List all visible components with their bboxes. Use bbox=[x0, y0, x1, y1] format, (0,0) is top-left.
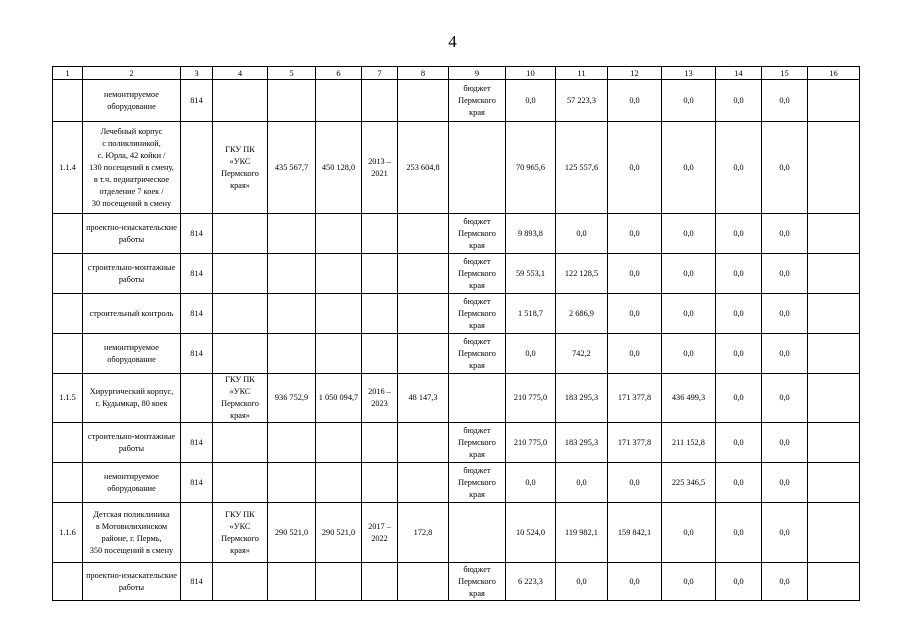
table-cell-col-10: 0,0 bbox=[506, 80, 556, 122]
table-cell-col-4 bbox=[213, 80, 268, 122]
table-cell-col-4: ГКУ ПК «УКС Пермского края» bbox=[213, 503, 268, 563]
table-cell-col-3: 814 bbox=[181, 334, 213, 374]
table-cell-col-7 bbox=[362, 80, 398, 122]
table-row bbox=[53, 463, 860, 503]
table-cell-col-2: Лечебный корпус с поликлиникой, с. Юрла, 42 койки / 130 посещений в смену, в т.ч. педиатрическое отделение 7 коек / 30 посещений в смену bbox=[83, 122, 181, 214]
table-cell-col-8 bbox=[398, 563, 449, 601]
table-row bbox=[53, 122, 860, 214]
table-cell-col-9: бюджет Пермского края bbox=[449, 214, 506, 254]
table-cell-col-16 bbox=[808, 374, 860, 423]
table-cell-col-9: бюджет Пермского края bbox=[449, 254, 506, 294]
table-row bbox=[53, 214, 860, 254]
table-cell-col-2: немонтируемое оборудование bbox=[83, 463, 181, 503]
table-cell-col-16 bbox=[808, 214, 860, 254]
table-cell-col-8 bbox=[398, 294, 449, 334]
budget-table bbox=[52, 66, 860, 601]
table-cell-col-8 bbox=[398, 254, 449, 294]
table-cell-col-1 bbox=[53, 563, 83, 601]
header-row bbox=[53, 67, 860, 80]
table-cell-col-3 bbox=[181, 503, 213, 563]
table-cell-col-7: 2013 – 2021 bbox=[362, 122, 398, 214]
table-cell-col-14: 0,0 bbox=[716, 122, 762, 214]
table-cell-col-3: 814 bbox=[181, 463, 213, 503]
table-cell-col-10: 6 223,3 bbox=[506, 563, 556, 601]
column-number-5: 5 bbox=[268, 67, 316, 80]
table-cell-col-7 bbox=[362, 563, 398, 601]
table-cell-col-6: 450 128,0 bbox=[316, 122, 362, 214]
table-cell-col-2: проектно-изыскательские работы bbox=[83, 563, 181, 601]
table-cell-col-8: 253 604,8 bbox=[398, 122, 449, 214]
column-number-4: 4 bbox=[213, 67, 268, 80]
table-cell-col-12: 0,0 bbox=[608, 122, 662, 214]
column-number-13: 13 bbox=[662, 67, 716, 80]
table-cell-col-6 bbox=[316, 294, 362, 334]
table-cell-col-4 bbox=[213, 214, 268, 254]
table-cell-col-6 bbox=[316, 80, 362, 122]
table-cell-col-15: 0,0 bbox=[762, 214, 808, 254]
table-cell-col-1 bbox=[53, 294, 83, 334]
table-cell-col-12: 0,0 bbox=[608, 214, 662, 254]
table-cell-col-13: 0,0 bbox=[662, 122, 716, 214]
table-cell-col-3: 814 bbox=[181, 294, 213, 334]
table-cell-col-7 bbox=[362, 214, 398, 254]
table-cell-col-14: 0,0 bbox=[716, 80, 762, 122]
table-cell-col-16 bbox=[808, 334, 860, 374]
table-cell-col-2: Хирургический корпус, г. Кудымкар, 80 коек bbox=[83, 374, 181, 423]
table-cell-col-15: 0,0 bbox=[762, 423, 808, 463]
table-cell-col-6 bbox=[316, 463, 362, 503]
table-cell-col-6 bbox=[316, 214, 362, 254]
table-cell-col-4: ГКУ ПК «УКС Пермского края» bbox=[213, 122, 268, 214]
table-cell-col-7 bbox=[362, 423, 398, 463]
table-row bbox=[53, 254, 860, 294]
table-cell-col-8 bbox=[398, 423, 449, 463]
table-cell-col-15: 0,0 bbox=[762, 563, 808, 601]
table-cell-col-14: 0,0 bbox=[716, 214, 762, 254]
table-cell-col-7 bbox=[362, 254, 398, 294]
table-cell-col-14: 0,0 bbox=[716, 374, 762, 423]
table-cell-col-7 bbox=[362, 334, 398, 374]
table-cell-col-11: 183 295,3 bbox=[556, 374, 608, 423]
table-cell-col-12: 0,0 bbox=[608, 563, 662, 601]
table-cell-col-13: 0,0 bbox=[662, 563, 716, 601]
table-cell-col-11: 0,0 bbox=[556, 463, 608, 503]
column-number-1: 1 bbox=[53, 67, 83, 80]
column-number-9: 9 bbox=[449, 67, 506, 80]
table-cell-col-16 bbox=[808, 503, 860, 563]
table-cell-col-10: 10 524,0 bbox=[506, 503, 556, 563]
table-cell-col-1 bbox=[53, 334, 83, 374]
column-number-2: 2 bbox=[83, 67, 181, 80]
table-cell-col-3: 814 bbox=[181, 423, 213, 463]
table-body bbox=[53, 67, 860, 601]
table-cell-col-15: 0,0 bbox=[762, 374, 808, 423]
table-cell-col-12: 159 842,1 bbox=[608, 503, 662, 563]
table-cell-col-14: 0,0 bbox=[716, 563, 762, 601]
table-cell-col-6: 1 050 094,7 bbox=[316, 374, 362, 423]
table-cell-col-9: бюджет Пермского края bbox=[449, 423, 506, 463]
table-cell-col-3 bbox=[181, 374, 213, 423]
table-cell-col-2: строительный контроль bbox=[83, 294, 181, 334]
table-cell-col-2: строительно-монтажные работы bbox=[83, 423, 181, 463]
table-cell-col-1: 1.1.6 bbox=[53, 503, 83, 563]
table-cell-col-10: 0,0 bbox=[506, 334, 556, 374]
table-cell-col-9: бюджет Пермского края bbox=[449, 294, 506, 334]
table-cell-col-11: 119 982,1 bbox=[556, 503, 608, 563]
table-cell-col-4 bbox=[213, 563, 268, 601]
table-cell-col-12: 0,0 bbox=[608, 463, 662, 503]
table-cell-col-12: 0,0 bbox=[608, 254, 662, 294]
table-cell-col-11: 2 686,9 bbox=[556, 294, 608, 334]
table-cell-col-15: 0,0 bbox=[762, 122, 808, 214]
table-cell-col-10: 210 775,0 bbox=[506, 374, 556, 423]
table-cell-col-2: Детская поликлиника в Мотовилихинском районе, г. Пермь, 350 посещений в смену bbox=[83, 503, 181, 563]
table-cell-col-12: 171 377,8 bbox=[608, 423, 662, 463]
table-cell-col-16 bbox=[808, 254, 860, 294]
table-cell-col-9 bbox=[449, 122, 506, 214]
table-cell-col-5 bbox=[268, 423, 316, 463]
table-cell-col-16 bbox=[808, 294, 860, 334]
table-row bbox=[53, 374, 860, 423]
table-cell-col-9 bbox=[449, 503, 506, 563]
table-cell-col-13: 0,0 bbox=[662, 334, 716, 374]
table-cell-col-15: 0,0 bbox=[762, 463, 808, 503]
table-cell-col-4 bbox=[213, 463, 268, 503]
table-cell-col-13: 0,0 bbox=[662, 294, 716, 334]
table-cell-col-10: 59 553,1 bbox=[506, 254, 556, 294]
table-cell-col-12: 0,0 bbox=[608, 80, 662, 122]
table-row bbox=[53, 80, 860, 122]
table-cell-col-4: ГКУ ПК «УКС Пермского края» bbox=[213, 374, 268, 423]
table-cell-col-5: 290 521,0 bbox=[268, 503, 316, 563]
table-cell-col-1 bbox=[53, 214, 83, 254]
table-cell-col-13: 225 346,5 bbox=[662, 463, 716, 503]
table-cell-col-9: бюджет Пермского края bbox=[449, 563, 506, 601]
table-cell-col-10: 70 965,6 bbox=[506, 122, 556, 214]
table-cell-col-11: 0,0 bbox=[556, 563, 608, 601]
column-number-16: 16 bbox=[808, 67, 860, 80]
column-number-12: 12 bbox=[608, 67, 662, 80]
table-cell-col-1: 1.1.5 bbox=[53, 374, 83, 423]
table-cell-col-11: 125 557,6 bbox=[556, 122, 608, 214]
table-cell-col-1 bbox=[53, 254, 83, 294]
table-cell-col-11: 122 128,5 bbox=[556, 254, 608, 294]
table-cell-col-5 bbox=[268, 80, 316, 122]
table-cell-col-11: 742,2 bbox=[556, 334, 608, 374]
table-cell-col-5 bbox=[268, 563, 316, 601]
table-cell-col-8 bbox=[398, 80, 449, 122]
table-cell-col-2: немонтируемое оборудование bbox=[83, 80, 181, 122]
table-cell-col-2: немонтируемое оборудование bbox=[83, 334, 181, 374]
table-cell-col-4 bbox=[213, 423, 268, 463]
table-cell-col-5 bbox=[268, 294, 316, 334]
table-cell-col-3: 814 bbox=[181, 214, 213, 254]
table-cell-col-5 bbox=[268, 254, 316, 294]
table-cell-col-5: 435 567,7 bbox=[268, 122, 316, 214]
column-number-7: 7 bbox=[362, 67, 398, 80]
column-number-10: 10 bbox=[506, 67, 556, 80]
table-cell-col-6 bbox=[316, 423, 362, 463]
table-cell-col-15: 0,0 bbox=[762, 80, 808, 122]
table-cell-col-16 bbox=[808, 122, 860, 214]
table-cell-col-5 bbox=[268, 214, 316, 254]
table-cell-col-14: 0,0 bbox=[716, 254, 762, 294]
table-cell-col-13: 0,0 bbox=[662, 214, 716, 254]
table-cell-col-5: 936 752,9 bbox=[268, 374, 316, 423]
table-cell-col-16 bbox=[808, 423, 860, 463]
table-cell-col-14: 0,0 bbox=[716, 503, 762, 563]
table-cell-col-6 bbox=[316, 563, 362, 601]
table-cell-col-11: 0,0 bbox=[556, 214, 608, 254]
table-cell-col-14: 0,0 bbox=[716, 423, 762, 463]
table-cell-col-9 bbox=[449, 374, 506, 423]
table-cell-col-7: 2016 – 2023 bbox=[362, 374, 398, 423]
table-cell-col-12: 0,0 bbox=[608, 334, 662, 374]
column-number-3: 3 bbox=[181, 67, 213, 80]
table-cell-col-3: 814 bbox=[181, 563, 213, 601]
table-cell-col-16 bbox=[808, 80, 860, 122]
table-row bbox=[53, 423, 860, 463]
table-cell-col-13: 0,0 bbox=[662, 80, 716, 122]
table-cell-col-8 bbox=[398, 463, 449, 503]
table-row bbox=[53, 294, 860, 334]
table-cell-col-4 bbox=[213, 254, 268, 294]
table-cell-col-16 bbox=[808, 463, 860, 503]
table-cell-col-13: 211 152,8 bbox=[662, 423, 716, 463]
table-cell-col-15: 0,0 bbox=[762, 254, 808, 294]
table-cell-col-3: 814 bbox=[181, 254, 213, 294]
table-cell-col-8: 48 147,3 bbox=[398, 374, 449, 423]
table-cell-col-1: 1.1.4 bbox=[53, 122, 83, 214]
table-cell-col-6 bbox=[316, 254, 362, 294]
table-row bbox=[53, 334, 860, 374]
table-cell-col-9: бюджет Пермского края bbox=[449, 80, 506, 122]
column-number-15: 15 bbox=[762, 67, 808, 80]
column-number-14: 14 bbox=[716, 67, 762, 80]
table-cell-col-8 bbox=[398, 334, 449, 374]
table-cell-col-15: 0,0 bbox=[762, 334, 808, 374]
table-cell-col-13: 0,0 bbox=[662, 254, 716, 294]
table-cell-col-11: 183 295,3 bbox=[556, 423, 608, 463]
table-cell-col-10: 0,0 bbox=[506, 463, 556, 503]
page-number: 4 bbox=[448, 32, 457, 51]
table-cell-col-10: 9 893,8 bbox=[506, 214, 556, 254]
table-cell-col-1 bbox=[53, 463, 83, 503]
table-cell-col-15: 0,0 bbox=[762, 294, 808, 334]
table-cell-col-2: проектно-изыскательские работы bbox=[83, 214, 181, 254]
table-cell-col-9: бюджет Пермского края bbox=[449, 334, 506, 374]
table-cell-col-3: 814 bbox=[181, 80, 213, 122]
table-cell-col-13: 436 499,3 bbox=[662, 374, 716, 423]
table-cell-col-12: 0,0 bbox=[608, 294, 662, 334]
table-cell-col-10: 210 775,0 bbox=[506, 423, 556, 463]
table-row bbox=[53, 503, 860, 563]
table-cell-col-3 bbox=[181, 122, 213, 214]
table-cell-col-4 bbox=[213, 334, 268, 374]
table-row bbox=[53, 563, 860, 601]
table-cell-col-7 bbox=[362, 294, 398, 334]
table-cell-col-10: 1 518,7 bbox=[506, 294, 556, 334]
table-cell-col-8 bbox=[398, 214, 449, 254]
table-cell-col-5 bbox=[268, 463, 316, 503]
table-cell-col-12: 171 377,8 bbox=[608, 374, 662, 423]
table-cell-col-5 bbox=[268, 334, 316, 374]
column-number-8: 8 bbox=[398, 67, 449, 80]
table-cell-col-7: 2017 – 2022 bbox=[362, 503, 398, 563]
table-cell-col-9: бюджет Пермского края bbox=[449, 463, 506, 503]
table-cell-col-14: 0,0 bbox=[716, 294, 762, 334]
table-cell-col-1 bbox=[53, 80, 83, 122]
column-number-11: 11 bbox=[556, 67, 608, 80]
table-cell-col-8: 172,8 bbox=[398, 503, 449, 563]
table-cell-col-7 bbox=[362, 463, 398, 503]
table-cell-col-4 bbox=[213, 294, 268, 334]
table-cell-col-16 bbox=[808, 563, 860, 601]
table-cell-col-14: 0,0 bbox=[716, 334, 762, 374]
table-cell-col-15: 0,0 bbox=[762, 503, 808, 563]
table-cell-col-13: 0,0 bbox=[662, 503, 716, 563]
table-cell-col-14: 0,0 bbox=[716, 463, 762, 503]
table-cell-col-1 bbox=[53, 423, 83, 463]
table-cell-col-11: 57 223,3 bbox=[556, 80, 608, 122]
column-number-6: 6 bbox=[316, 67, 362, 80]
table-cell-col-2: строительно-монтажные работы bbox=[83, 254, 181, 294]
table-cell-col-6 bbox=[316, 334, 362, 374]
table-cell-col-6: 290 521,0 bbox=[316, 503, 362, 563]
